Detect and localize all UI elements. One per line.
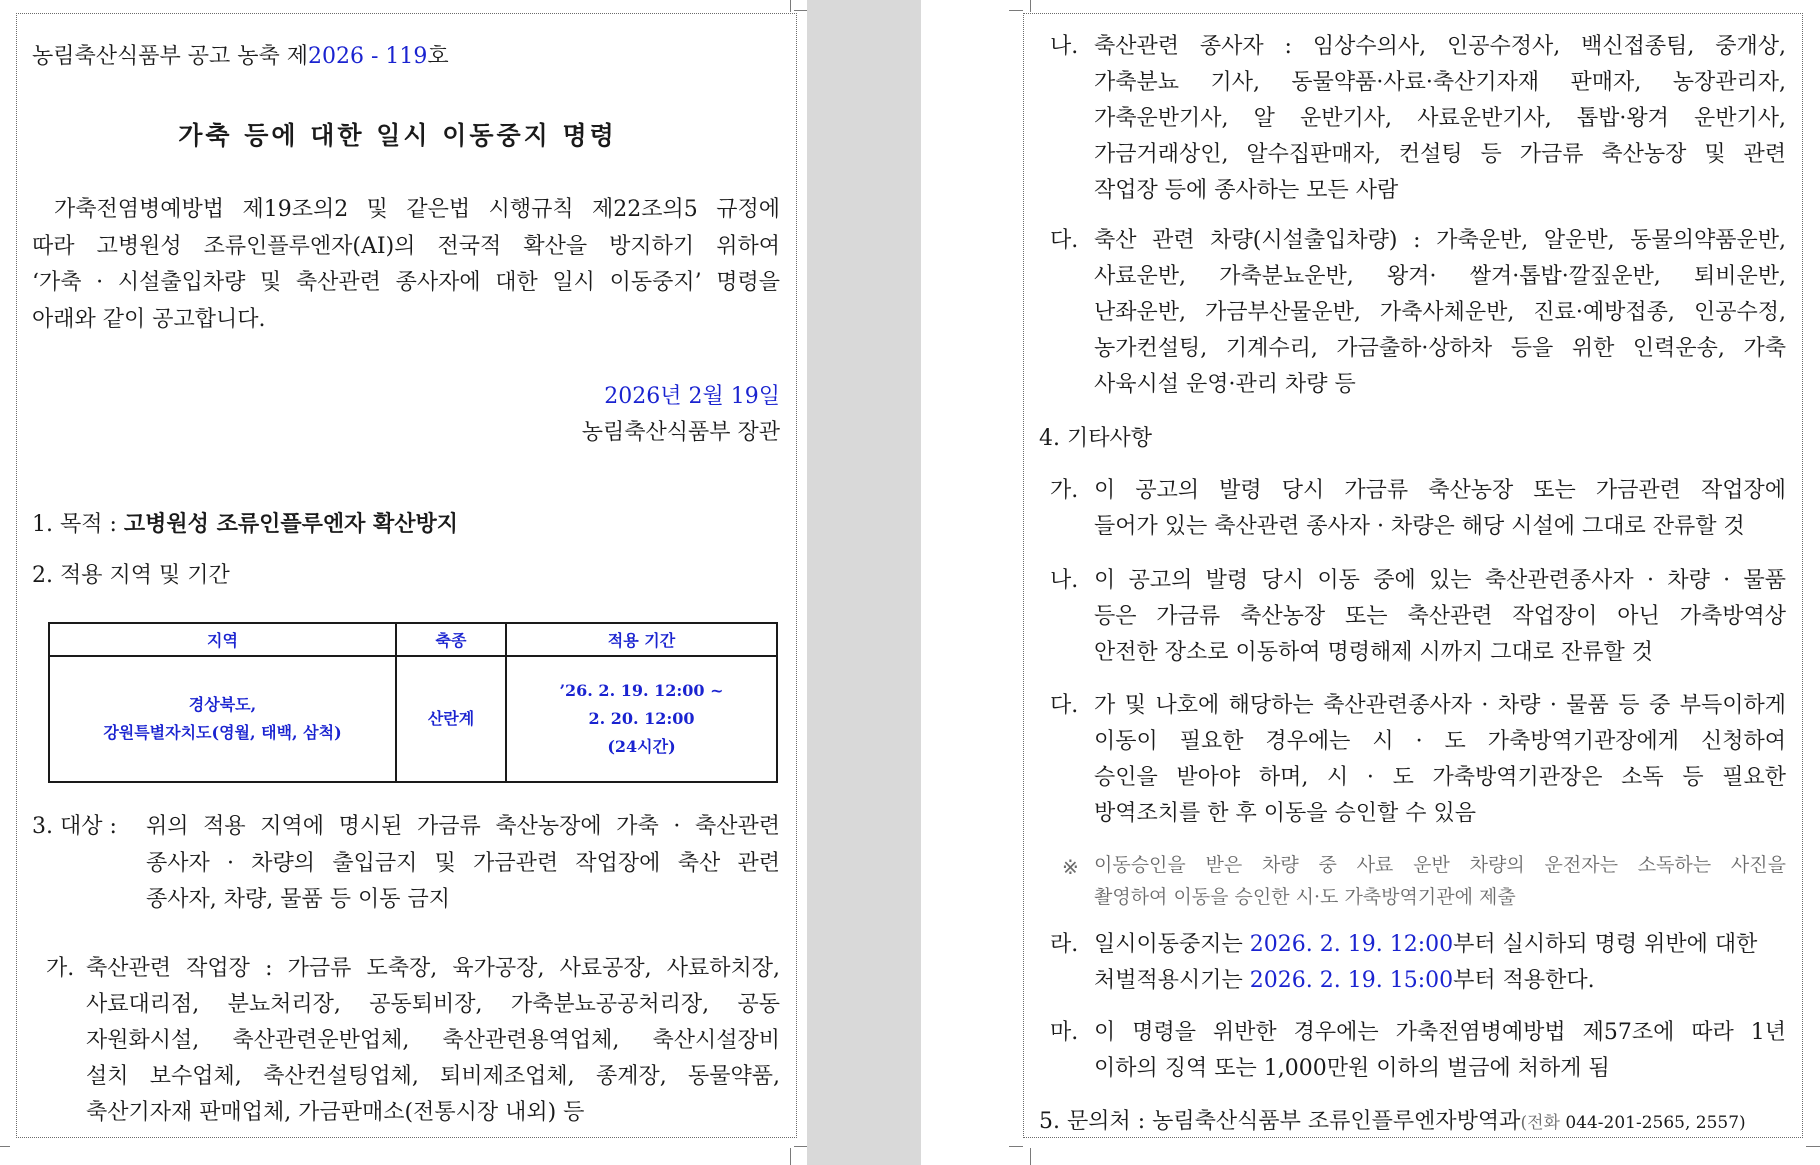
misc-da-line: 승인을 받아야 하며, 시 · 도 가축방역기관장은 소독 등 필요한 [1094, 765, 1786, 790]
intro-line: 아래와 같이 공고합니다. [32, 307, 266, 332]
misc-da-line: 방역조치를 한 후 이동을 승인할 수 있음 [1094, 801, 1476, 826]
crop-mark [1009, 10, 1023, 12]
item-da-line: 축산 관련 차량(시설출입차량) : 가축운반, 알운반, 동물의약품운반, [1094, 228, 1786, 253]
crop-mark [794, 1146, 807, 1148]
crop-mark [1030, 1148, 1049, 1165]
misc-ga-line: 이 공고의 발령 당시 가금류 축산농장 또는 가금관련 작업장에 [1094, 478, 1786, 503]
table-header-species: 축종 [396, 623, 506, 656]
item-ga-line: 설치 보수업체, 축산컨설팅업체, 퇴비제조업체, 종계장, 동물약품, [86, 1064, 780, 1089]
table-cell-period: ’26. 2. 19. 12:00 ~ 2. 20. 12:00 (24시간) [506, 656, 777, 782]
crop-mark [1030, 0, 1049, 12]
crop-mark [1806, 1146, 1820, 1148]
note-line: 촬영하여 이동을 승인한 시·도 가축방역기관에 제출 [1094, 886, 1516, 908]
table-header-region: 지역 [49, 623, 396, 656]
item-ga-line: 축산기자재 판매업체, 가금판매소(전통시장 내외) 등 [86, 1100, 585, 1125]
misc-ra-line: 처벌적용시기는 2026. 2. 19. 15:00부터 적용한다. [1094, 968, 1595, 993]
item-na-line: 가금거래상인, 알수집판매자, 컨설팅 등 가금류 축산농장 및 관련 [1094, 142, 1786, 167]
page-gutter [807, 0, 921, 1165]
target-line: 위의 적용 지역에 명시된 가금류 축산농장에 가축 · 축산관련 [146, 814, 780, 839]
item-na-line: 가축운반기사, 알 운반기사, 사료운반기사, 톱밥·왕겨 운반기사, [1094, 106, 1786, 131]
item-na-label: 나. [1050, 34, 1079, 59]
table-header-period: 적용 기간 [506, 623, 777, 656]
intro-paragraph: 가축전염병예방법 제19조의2 및 같은법 시행규칙 제22조의5 규정에 [54, 197, 780, 222]
misc-da-line: 가 및 나호에 해당하는 축산관련종사자 · 차량 · 물품 등 중 부득이하게 [1094, 693, 1786, 718]
intro-line: ‘가축 · 시설출입차량 및 축산관련 종사자에 대한 일시 이동중지’ 명령을 [32, 270, 780, 295]
misc-ra-label: 라. [1050, 932, 1079, 957]
misc-ma-line: 이하의 징역 또는 1,000만원 이하의 벌금에 처하게 됨 [1094, 1056, 1610, 1081]
start-datetime: 2026. 2. 19. 12:00 [1249, 932, 1454, 957]
crop-mark [790, 1148, 809, 1165]
misc-heading: 4. 기타사항 [1039, 426, 1152, 451]
misc-da-line: 이동이 필요한 경우에는 시 · 도 가축방역기관장에게 신청하여 [1094, 729, 1786, 754]
penalty-datetime: 2026. 2. 19. 15:00 [1249, 968, 1454, 993]
misc-na-line: 등은 가금류 축산농장 또는 축산관련 작업장이 아닌 가축방역상 [1094, 604, 1786, 629]
signatory: 농림축산식품부 장관 [581, 420, 780, 445]
target-label: 3. 대상 : [32, 814, 117, 839]
item-da-label: 다. [1050, 228, 1079, 253]
scope-table [48, 622, 778, 783]
item-da-line: 사료운반, 가축분뇨운반, 왕겨· 쌀겨·톱밥·깔짚운반, 퇴비운반, [1094, 264, 1786, 289]
contact-line: 5. 문의처 : 농림축산식품부 조류인플루엔자방역과(전화 044-201-2565, 2557) [1039, 1109, 1746, 1134]
notice-date: 2026년 2월 19일 [604, 384, 780, 409]
contact-phone: 044-201-2565, 2557) [1565, 1113, 1746, 1133]
purpose-value: 고병원성 조류인플루엔자 확산방지 [123, 511, 459, 537]
misc-ga-line: 들어가 있는 축산관련 종사자 · 차량은 해당 시설에 그대로 잔류할 것 [1094, 514, 1745, 539]
target-line: 종사자 · 차량의 출입금지 및 가금관련 작업장에 축산 관련 [146, 851, 780, 876]
misc-na-line: 안전한 장소로 이동하여 명령해제 시까지 그대로 잔류할 것 [1094, 640, 1654, 665]
crop-mark [0, 1146, 10, 1148]
item-da-line: 농가컨설팅, 기계수리, 가금출하·상하차 등을 위한 인력운송, 가축 [1094, 336, 1786, 361]
notice-number: 2026 - 119 [308, 44, 428, 69]
misc-na-label: 나. [1050, 568, 1079, 593]
item-da-line: 사육시설 운영·관리 차량 등 [1094, 372, 1356, 397]
misc-ma-line: 이 명령을 위반한 경우에는 가축전염병예방법 제57조에 따라 1년 [1094, 1020, 1786, 1045]
item-ga-line: 축산관련 작업장 : 가금류 도축장, 육가공장, 사료공장, 사료하치장, [86, 956, 780, 981]
misc-ma-label: 마. [1050, 1020, 1079, 1045]
purpose-line: 1. 목적 : 고병원성 조류인플루엔자 확산방지 [32, 511, 459, 537]
notice-number-line: 농림축산식품부 공고 농축 제2026 - 119호 [32, 44, 449, 69]
crop-mark [794, 10, 807, 12]
item-na-line: 작업장 등에 종사하는 모든 사람 [1094, 178, 1399, 203]
misc-da-label: 다. [1050, 693, 1079, 718]
crop-mark [1009, 1146, 1023, 1148]
misc-na-line: 이 공고의 발령 당시 이동 중에 있는 축산관련종사자 · 차량 · 물품 [1094, 568, 1786, 593]
document-title: 가축 등에 대한 일시 이동중지 명령 [178, 121, 617, 150]
note-mark: ※ [1062, 855, 1079, 879]
item-na-line: 가축분뇨 기사, 동물약품·사료·축산기자재 판매자, 농장관리자, [1094, 70, 1786, 95]
intro-line: 따라 고병원성 조류인플루엔자(AI)의 전국적 확산을 방지하기 위하여 [32, 234, 780, 259]
item-ga-label: 가. [46, 956, 75, 981]
misc-ga-label: 가. [1050, 478, 1079, 503]
item-ga-line: 사료대리점, 분뇨처리장, 공동퇴비장, 가축분뇨공공처리장, 공동 [86, 992, 780, 1017]
target-line: 종사자, 차량, 물품 등 이동 금지 [146, 887, 450, 912]
note-line: 이동승인을 받은 차량 중 사료 운반 차량의 운전자는 소독하는 사진을 [1094, 854, 1786, 876]
misc-ra-line: 일시이동중지는 2026. 2. 19. 12:00부터 실시하되 명령 위반에 대한 [1094, 932, 1758, 957]
scope-heading: 2. 적용 지역 및 기간 [32, 563, 230, 588]
item-ga-line: 자원화시설, 축산관련운반업체, 축산관련용역업체, 축산시설장비 [86, 1028, 780, 1053]
item-na-line: 축산관련 종사자 : 임상수의사, 인공수정사, 백신접종팀, 중개상, [1094, 34, 1786, 59]
table-cell-species: 산란계 [396, 656, 506, 782]
item-da-line: 난좌운반, 가금부산물운반, 가축사체운반, 진료·예방접종, 인공수정, [1094, 300, 1786, 325]
table-cell-region: 경상북도, 강원특별자치도(영월, 태백, 삼척) [49, 656, 396, 782]
